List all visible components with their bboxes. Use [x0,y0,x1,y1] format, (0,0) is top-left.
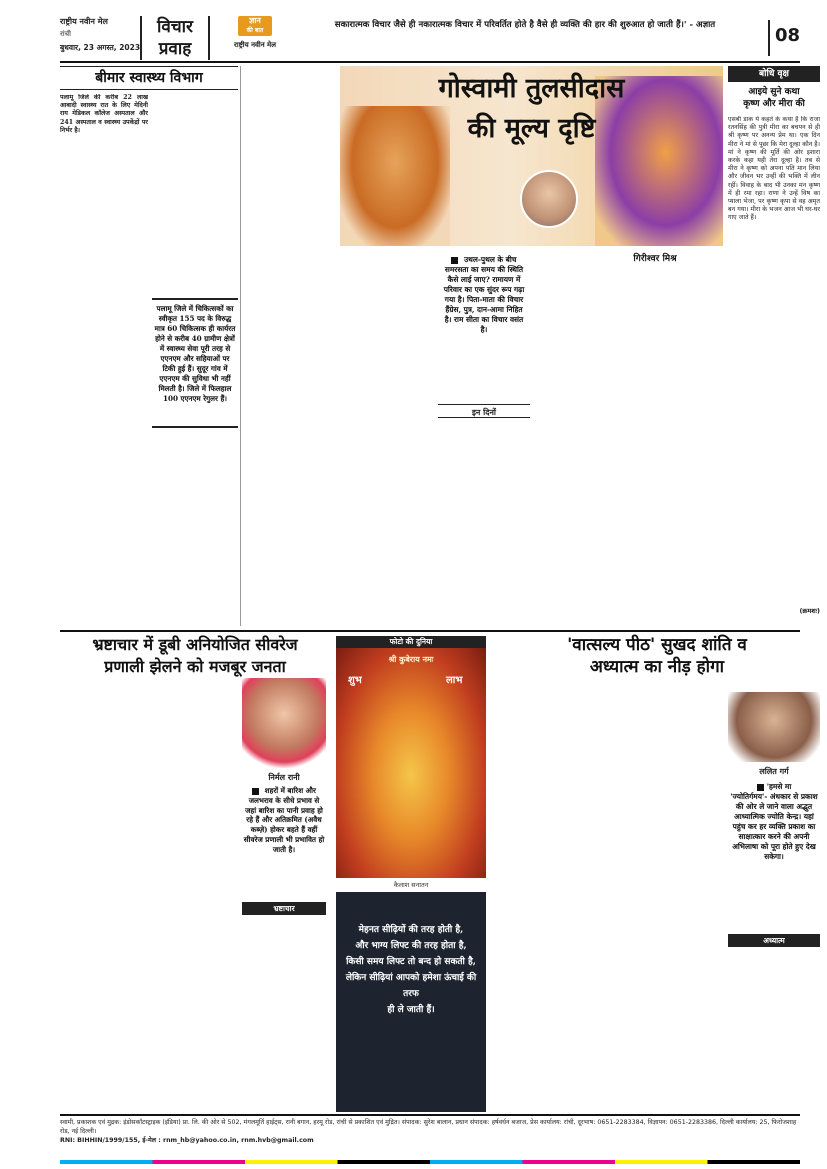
section-title-bottom: प्रवाह [158,39,192,59]
bullet-square-icon [451,257,458,264]
bullet-square-icon [757,784,764,791]
tulsidas-col3 [536,262,628,624]
tulsidas-col1 [340,252,432,624]
sewerage-subhead: भ्रष्टाचार [242,902,326,915]
masthead-quote: सकारात्मक विचार जैसे ही नकारात्मक विचार में परिवर्तित होते है वैसे ही व्यक्ति की हार की शुरुआत हो जाती हैं।' - अज्ञात [334,20,716,30]
photo-caption: कैलाश सनातन [393,881,429,889]
sewerage-col2 [150,688,234,1114]
subhead-indinon: इन दिनों [438,404,530,418]
section-title-box [140,16,210,60]
pullquote-text: पलामू जिले में चिकित्सकों का स्वीकृत 155 पद के विरुद्ध मात्र 60 चिकित्सक ही कार्यरत होने से करीब 40 ग्रामीण क्षेत्रों में स्वास्थ्य सेवा पूरी तरह से एएनएम और सहियाओं पर टिकी हुई हैं। सुदूर गांव में एएनएम की सुविधा भी नहीं मिलती है। जिले में फिलहाल 100 एएनएम रेगुलर हैं। [154,304,236,403]
footer-rule [60,1114,800,1116]
kuber-image [336,648,486,878]
motto-line: लेकिन सीढ़ियां आपको हमेशा ऊंचाई की तरफ [345,973,477,999]
tulsidas-headline-line2: की मूल्य दृष्टि [467,113,596,144]
column-divider [240,66,241,626]
sidebar-headline-line2: कृष्ण और मीरा की [743,99,805,109]
author-name: निर्मल रानी [268,773,300,782]
logo-word-bottom: राष्ट्रीय नवीन मेल [234,40,276,49]
imprint-line: स्वामी, प्रकाशक एवं मुद्रक: इंडोसकॉटस्ट्राइक (इंडिया) प्रा. लि. की ओर से 502, मंगलमूर्ति हाईट्स, रानी बगान, हरमू रोड, रांची से प्रकाशित एवं मुद्रित। संपादक: सुरेश बालान, प्रधान संपादक: हर्षवर्धन बजाज, प्रेस कार्यालय: रांची, दूरभाष: 0651-2283384, विज्ञापन: 0651-2283386, दिल्ली कार्यालय: 25, फिरोजशाह रोड, नई दिल्ली। [60,1119,797,1135]
sidebar-credit: (क्रमशः) [799,607,820,615]
motto-line: और भाग्य लिफ्ट की तरह होता है, [355,941,467,951]
author-photo [520,170,578,228]
article-health-dept [60,66,238,628]
logo-word-top: ज्ञान [249,16,261,25]
pullquote-text: 'ज्योतिर्गमय'- अंधकार से प्रकाश की ओर ले जाने वाला अद्भुत आध्यात्मिक ज्योति केन्द्र। यहां पहुंच कर हर व्यक्ति प्रकाश का साक्षात्कार करने की अपनी अभिलाषा को पूरा होते हुए देख सकेगा। [730,792,818,861]
city-label: रांची [60,30,71,38]
photo-label: फोटो की दुनिया [336,636,486,648]
article-continuation-col [244,66,334,626]
sidebar-label: बोधि वृक्ष [728,66,820,82]
motto-line: ही ले जाती हैं। [387,1005,435,1015]
author-name: ललित गर्ग [759,767,789,776]
imprint-line: RNI: BIHHIN/1999/155, ई-मेल : rnm_hb@yahoo.co.in, rnm.hvb@gmail.com [60,1137,314,1144]
pullquote-intro: 'हमसे मा [766,782,792,791]
photo-of-day [336,636,486,1112]
sidebar-headline-line1: आइये सुने कथा [748,87,800,97]
section-title-top: विचार [156,17,193,37]
banner-text: श्री कुबेराय नमः [388,655,434,664]
vatsalya-headline-line2: अध्यात्म का नीड़ होगा [589,657,725,677]
bullet-square-icon [252,788,259,795]
article-sewerage [60,634,330,1114]
motto-box [336,892,486,1112]
sidebar-bodhi [728,66,820,628]
brand-small: राष्ट्रीय नवीन मेल [60,16,108,26]
tulsidas-headline-line1: गोस्वामी तुलसीदास [438,73,625,104]
tulsidas-banner [340,66,723,246]
pullquote-text: उथल-पुथल के बीच समरसता का समय की स्थिति कैसे लाई जाए? रामायण में परिवार का एक सुंदर रूप गढ़ा गया है। पिता-माता की विचार हैंग्रेस, पुत्र, दान-आमा निहित है। राम सीता का विचार वसंत है। [443,255,525,334]
page-number: 08 [768,20,800,56]
tulsidas-col2 [438,422,530,624]
article-headline: बीमार स्वास्थ्य विभाग [60,66,238,90]
logo-word-mid: की बात [246,27,264,34]
article-lead: पलामू जिले की करीब 22 लाख आबादी स्वास्थ्य रात के लिए मेदिनी राय मेडिकल कॉलेज अस्पताल और 241 अस्पताल व स्वास्थ्य उपकेंद्रों पर निर्भर है। [60,94,148,134]
vatsalya-col1 [492,688,592,1114]
motto-line: किसी समय लिफ्ट तो बन्द हो सकती है, [346,957,476,967]
article-vatsalya [492,634,822,1114]
sewerage-pullquote [242,786,326,896]
labh-text: लाभ [446,675,463,686]
vatsalya-col3 [728,950,820,1114]
pullquote-text: शहरों में बारिश और जलभराव के सीधे प्रभाव से जहां बारिश का पानी प्रवाह हो रहे हैं और अतिक्रमित (अवैध कब्ज़े) होकर बहते हैं वहीं सीवरेज प्रणाली भी प्रभावित हो जाती है। [243,786,325,854]
vatsalya-subhead: अध्यात्म [728,934,820,947]
author-photo [242,678,326,768]
tulsidas-col4 [632,262,722,624]
sewerage-col3 [242,918,326,1114]
sewerage-col1 [60,688,144,1114]
masthead [60,16,800,62]
vatsalya-pullquote [728,782,820,932]
section-divider [60,630,800,632]
article-pullquote-box [152,298,238,428]
article-body-col2 [152,94,238,294]
article-body-col1 [60,94,148,624]
tulsidas-pullquote [438,252,530,402]
masthead-rule [60,61,800,63]
gyan-ki-baat-logo [225,16,285,58]
article-tulsidas [340,66,723,628]
sewerage-headline-line1: भ्रष्टाचार में डूबी अनियोजित सीवरेज [92,635,298,654]
motto-line: मेहनत सीढ़ियों की तरह होती है, [358,925,464,935]
vatsalya-col2 [598,688,698,1114]
issue-date: बुधवार, 23 अगस्त, 2023 [60,43,141,52]
article-body-col2b [152,434,238,624]
author-photo [728,692,820,762]
sewerage-headline-line2: प्रणाली झेलने को मजबूर जनता [104,657,286,676]
sidebar-body: एसबी डाक ये कहते के कथा है कि राजा रतनसिंह की पुत्री मीरा का बचपन से ही श्री कृष्ण पर अनन्य प्रेम था। एक दिन मीरा ने मां से पूछा कि मेरा दूल्हा कौन है। मां ने कृष्ण की मूर्ति की ओर इशारा करके कहा यही तेरा दूल्हा है। तब से मीरा ने कृष्ण को अपना पति मान लिया और जीवन भर उन्हीं की भक्ति में लीन रहीं। विवाह के बाद भी उनका मन कृष्ण में ही रमा रहा। राणा ने उन्हें विष का प्याला भेजा, पर कृष्ण कृपा से वह अमृत बन गया। मीरा के भजन आज भी घर-घर गाए जाते हैं। [728,116,820,222]
shubh-text: शुभ [348,675,362,686]
imprint-footer [60,1118,800,1158]
author-name: गिरीश्वर मिश्र [633,254,677,264]
color-registration-bar [60,1160,800,1164]
vatsalya-headline-line1: 'वात्सल्य पीठ' सुखद शांति व [567,635,747,655]
